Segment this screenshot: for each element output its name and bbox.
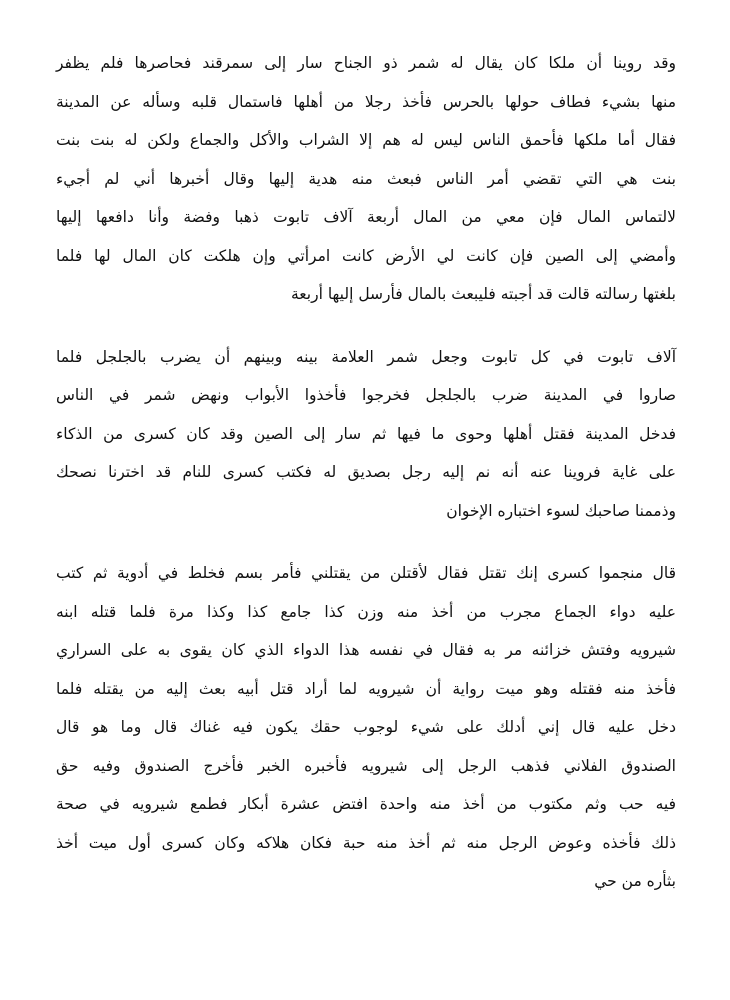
paragraph-1 [56,44,676,314]
text-line: فدخل المدينة فقتل أهلها وحوى ما فيها ثم سار إلى الصين وقد كان كسرى من الذكاء [56,424,676,443]
text-line: قال منجموا كسرى إنك تقتل فقال لأقتلن من يقتلني فأمر بسم فخلط في أدوية ثم كتب [56,564,676,582]
text-line: فقال أما ملكها فأحمق الناس ليس له هم إلا الشراب والأكل والجماع ولكن له بنت بنت [56,131,676,149]
text-line: آلاف تابوت في كل تابوت وجعل شمر العلامة بينه وبينهم أن يضرب بالجلجل فلما [56,347,676,366]
text-line: وأمضي إلى الصين فإن كانت لي الأرض كانت امرأتي وإن هلكت كان المال لها فلما [56,246,676,265]
text-line: وقد روينا أن ملكا كان يقال له شمر ذو الجناح سار إلى سمرقند فحاصرها فلم يظفر [56,54,676,72]
text-line: على غاية فروينا عنه أنه نم إليه رجل بصديق له فكتب كسرى للنام قد اخترنا نصحك [56,463,676,481]
text-line: منها بشيء فطاف حولها بالحرس فأخذ رجلا من أهلها فاستمال قلبه وسأله عن المدينة [56,92,676,111]
text-line: وذممنا صاحبك لسوء اختباره الإخوان [446,501,676,520]
text-line: فيه حب وثم مكتوب من أخذ منه واحدة افتض عشرة أبكار فطمع شيرويه في صحة [56,795,676,813]
text-line: الصندوق الفلاني فذهب الرجل إلى شيرويه فأخبره الخبر فأخرج الصندوق وفيه حق [56,756,676,775]
text-line: عليه دواء الجماع مجرب من أخذ منه وزن كذا جامع كذا وكذا مرة فلما قتله ابنه [56,602,676,621]
paragraph-2 [56,338,676,531]
document-page [56,44,676,925]
paragraph-3 [56,554,676,901]
text-line: بثأره من حي [594,872,676,890]
text-line: دخل عليه قال إني أدلك على شيء لوجوب حقك يكون فيه غناك قال وما هو قال [56,718,676,736]
text-line: شيرويه وفتش خزائنه مر به فقال في نفسه هذا الدواء الذي كان يقوى به على السراري [56,641,676,659]
text-line: صاروا في المدينة ضرب بالجلجل فخرجوا فأخذوا الأبواب ونهض شمر في الناس [56,386,676,404]
text-line: لالتماس المال فإن معي من المال أربعة آلاف تابوت ذهبا وفضة وأنا دافعها إليها [56,208,676,226]
text-line: فأخذ منه فقتله وهو ميت رواية أن شيرويه لما أراد قتل أبيه بعث إليه من يقتله فلما [56,679,676,698]
text-line: ذلك فأخذه وعوض الرجل منه ثم أخذ منه حبة فكان هلاكه وكان كسرى أول ميت أخذ [56,833,676,852]
text-line: بنت هي التي تقضي أمر الناس فبعث منه هدية إليها وقال أخبرها أني لم أجيء [56,169,676,188]
text-line: بلغتها رسالته قالت قد أجبته فليبعث بالمال فأرسل إليها أربعة [291,285,676,303]
